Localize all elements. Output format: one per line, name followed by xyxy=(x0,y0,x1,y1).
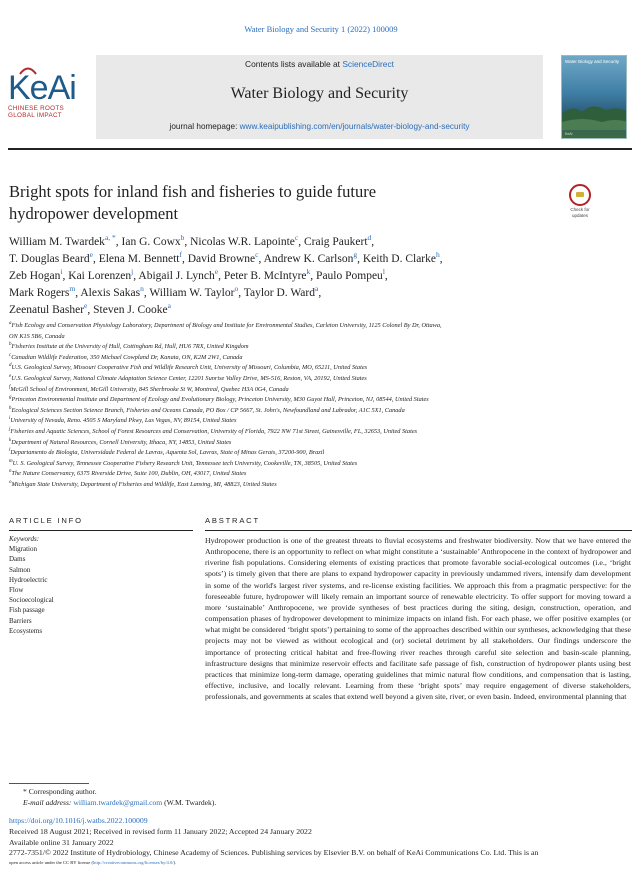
check-updates-icon xyxy=(569,184,591,206)
copyright-line: 2772-7351/© 2022 Institute of Hydrobiology, Chinese Academy of Sciences. Publishing services by Elsevier B.V. on behalf of KeAi Communications Co. Ltd. This is an xyxy=(9,848,539,858)
author-name[interactable]: Steven J. Cooke xyxy=(93,304,168,316)
logo-tagline-2: GLOBAL IMPACT xyxy=(8,112,62,119)
affiliation-marker: i xyxy=(9,416,11,422)
affiliation-line xyxy=(9,427,629,438)
affiliation-text: Ecological Sciences Section Science Branch, Fisheries and Oceans Canada, PO Box / CP 5667, St. John's, Newfoundland and Labrador, A1C 5X1, Canada xyxy=(11,406,405,414)
author-affiliation-marker[interactable]: c xyxy=(255,250,259,259)
affiliation-marker: d xyxy=(9,363,12,369)
author-name[interactable]: Nicolas W.R. Lapointe xyxy=(190,236,295,248)
author-name[interactable]: Zeb Hogan xyxy=(9,270,61,282)
author-name[interactable]: Abigail J. Lynch xyxy=(138,270,215,282)
affiliation-line xyxy=(9,469,629,480)
author-name[interactable]: Mark Rogers xyxy=(9,287,70,299)
affiliation-line xyxy=(9,385,629,396)
article-info-divider xyxy=(9,530,193,531)
available-online: Available online 31 January 2022 xyxy=(9,837,114,847)
keyword-item: Fish passage xyxy=(9,606,45,615)
affiliation-marker: m xyxy=(9,458,13,464)
affiliation-marker: a xyxy=(9,321,12,326)
author-affiliation-marker[interactable]: k xyxy=(306,267,311,276)
author-affiliation-marker[interactable]: j xyxy=(131,267,134,276)
author-affiliation-marker[interactable]: e xyxy=(89,250,93,259)
author-name[interactable]: Paulo Pompeu xyxy=(316,270,383,282)
affiliation-text: ON K1S 5B6, Canada xyxy=(9,332,65,340)
affiliation-line xyxy=(9,321,629,332)
author-name[interactable]: Craig Paukert xyxy=(303,236,368,248)
keai-logo xyxy=(8,71,94,131)
affiliation-marker: b xyxy=(9,342,12,348)
cover-title: Water Biology and Security xyxy=(565,59,620,64)
affiliation-line xyxy=(9,459,629,470)
affiliation-text: Michigan State University, Department of Fisheries and Wildlife, East Lansing, MI, 48823, United States xyxy=(11,480,277,488)
author-name[interactable]: Taylor D. Ward xyxy=(243,287,315,299)
affiliation-text: Canadian Wildlife Federation, 350 Michael Cowpland Dr, Kanata, ON, K2M 2W1, Canada xyxy=(11,353,243,361)
keyword-item: Socioecological xyxy=(9,596,54,605)
author-affiliation-marker[interactable]: f xyxy=(179,250,182,259)
affiliation-marker: g xyxy=(9,395,12,401)
author-name[interactable]: Elena M. Bennett xyxy=(98,253,180,265)
keyword-item: Flow xyxy=(9,586,24,595)
author-affiliation-marker[interactable]: n xyxy=(140,284,144,293)
affiliation-text: Fisheries and Aquatic Sciences, School of Forest Resources and Conservation, University of Florida, 7922 NW 71st Street, Gainesville, FL, 32653, United States xyxy=(10,427,418,435)
title-line-2: hydropower development xyxy=(9,204,179,223)
license-line xyxy=(9,859,634,867)
keyword-item: Hydroelectric xyxy=(9,575,48,584)
affiliation-list xyxy=(9,321,629,491)
homepage-link[interactable]: www.keaipublishing.com/en/journals/water-biology-and-security xyxy=(239,122,470,131)
keywords-label: Keywords: xyxy=(9,535,40,543)
affiliation-text: Fish Ecology and Conservation Physiology Laboratory, Department of Biology and Institute for Environmental Studies, Carleton University, 1125 Colonel By Dr, Ottawa, xyxy=(11,322,442,329)
badge-label-2: updates xyxy=(571,213,588,218)
affiliation-text: University of Nevada, Reno. 4505 S Maryland Pkwy, Las Vegas, NV, 89154, United States xyxy=(10,417,237,425)
author-affiliation-marker[interactable]: b xyxy=(180,233,185,242)
affiliation-line xyxy=(9,395,629,406)
affiliation-line xyxy=(9,332,629,343)
author-affiliation-marker[interactable]: o xyxy=(234,284,239,293)
journal-title: Water Biology and Security xyxy=(230,85,409,102)
author-name[interactable]: Alexis Sakas xyxy=(80,287,141,299)
homepage-line xyxy=(96,122,543,131)
check-for-updates-button[interactable] xyxy=(564,184,596,216)
affiliation-marker: k xyxy=(9,437,12,443)
journal-cover-thumbnail[interactable] xyxy=(561,55,627,139)
keywords-list xyxy=(9,534,54,636)
received-dates: Received 18 August 2021; Received in revised form 11 January 2022; Accepted 24 January 2022 xyxy=(9,826,312,836)
badge-label-1: Check for xyxy=(570,207,590,212)
affiliation-text: The Nature Conservancy, 6375 Riverside Drive, Suite 100, Dublin, OH, 43017, United States xyxy=(11,470,247,478)
affiliation-text: Fisheries Institute at the University of Hull, Cottingham Rd, Hull, HU6 7RX, United Kingdom xyxy=(11,343,249,351)
affiliation-line xyxy=(9,406,629,417)
author-name[interactable]: Zeenatul Basher xyxy=(9,304,85,316)
affiliation-marker: f xyxy=(9,384,11,390)
cover-landscape-image xyxy=(562,100,627,130)
author-name[interactable]: Ian G. Cowx xyxy=(121,236,181,248)
abstract-divider xyxy=(205,530,632,531)
sciencedirect-link[interactable]: ScienceDirect xyxy=(342,59,394,69)
email-label: E-mail address: xyxy=(23,797,74,807)
keyword-item: Dams xyxy=(9,555,26,564)
author-affiliation-marker[interactable]: a xyxy=(314,284,319,293)
header-divider xyxy=(8,148,632,150)
author-affiliation-marker[interactable]: c xyxy=(294,233,299,242)
article-info-heading: ARTICLE INFO xyxy=(9,516,83,525)
affiliation-marker: n xyxy=(9,469,12,475)
abstract-body: Hydropower production is one of the greatest threats to fluvial ecosystems and freshwater biodiversity. Now that we have entered the Anthropocene, there is an opportunity to reflect on what might constitute a ‘sustainable’ Anthropocene in the context of hydropower and riverine fish populations. Considering elements of existing practices that promote favorable social-ecological outcomes (i.e., ‘bright spots’) is timely given that there are plans to expand hydropower capacity in previously undammed rivers, intensify dam development in some of the world's largest river systems, and re-license existing facilities. We approach this from a pragmatic perspective: for the foreseeable future, hydropower will likely remain an important source of renewable electricity. To offer support for moving toward a more ‘sustainable’ Anthropocene, we provide syntheses of best practices during the siting, design, construction, operation, and compensation phases of hydropower development to minimize impacts on inland fish. For each phase, we offer positive examples (or what might be considered ‘bright spots’) pertaining to some of the approaches described within our syntheses, acknowledging that these projects may not be viewed as without ecological and (or) societal detriment by all stakeholders. Our findings underscore the importance of protecting critical habitat and free-flowing river reaches through careful site selection and basin-scale planning, infrastructure designs that minimize reservoir effects and facilitate safe passage of fish, construction of hydropower plants using best practices that minimize long-term damage, operating guidelines that mimic natural flow conditions, and compensation that is lasting, effective, inclusive, and locally relevant. Learning from these ‘bright spots’ may require engagement of diverse stakeholders, professionals, and governments at scales that extend well beyond a given site, river, or even basin. Indeed, environmental planning that xyxy=(205,536,631,702)
article-title xyxy=(9,181,529,225)
journal-reference-link[interactable]: Water Biology and Security 1 (2022) 100009 xyxy=(244,24,398,34)
affiliation-marker: c xyxy=(9,352,12,358)
license-link[interactable]: http://creativecommons.org/licenses/by/4.0/ xyxy=(93,860,174,866)
author-list: William M. Twardek$^{a, *}$, Ian G. Cowx$^b$, Nicolas W.R. Lapointe$^c$, Craig Paukert$^d$, T. Douglas Beard$^e$, Elena M. Bennett$^f$, David Browne$^c$, Andrew K. Carlson$^g$, Keith D. Clarke$^h$, Zeb Hogan$^i$, Kai Lorenzen$^j$, Abigail J. Lynch$^e$, Peter B. McIntyre$^k$, Paulo Pompeu$^l$, Mark Rogers$^m$, Alexis Sakas$^n$, William W. Taylor$^o$, Taylor D. Ward$^a$, Zeenatul Basher$^e$, Steven J. Cooke$^a$ xyxy=(9,233,443,316)
affiliation-text: U.S. Geological Survey, Missouri Cooperative Fish and Wildlife Research Unit, University of Missouri, Columbia, MO, 65211, United States xyxy=(11,364,368,372)
affiliation-line xyxy=(9,353,629,364)
author-affiliation-marker[interactable]: d xyxy=(367,233,372,242)
author-name[interactable]: William M. Twardek xyxy=(9,236,105,248)
affiliation-text: Departamento de Biologia, Universidade Federal de Lavras, Aquenta Sol, Lavras, State of Minas Gerais, 37200-900, Brazil xyxy=(10,449,325,457)
footnote xyxy=(9,787,629,808)
license-suffix: ). xyxy=(173,860,177,866)
homepage-prefix: journal homepage: xyxy=(169,122,240,131)
author-name[interactable]: Peter B. McIntyre xyxy=(223,270,307,282)
abstract-heading: ABSTRACT xyxy=(205,516,260,525)
author-affiliation-marker[interactable]: i xyxy=(60,267,63,276)
author-name[interactable]: T. Douglas Beard xyxy=(9,253,90,265)
author-affiliation-marker[interactable]: a xyxy=(167,301,171,310)
journal-header xyxy=(8,55,632,139)
email-line xyxy=(9,798,629,809)
logo-tagline-1: CHINESE ROOTS xyxy=(8,105,65,112)
author-name[interactable]: Kai Lorenzen xyxy=(68,270,132,282)
affiliation-text: Princeton Environmental Institute and Department of Ecology and Evolutionary Biology, Princeton University, M30 Guyot Hall, Princeton, NJ, 08544, United States xyxy=(11,396,429,404)
author-affiliation-marker[interactable]: e xyxy=(214,267,219,276)
corresponding-author-note: * Corresponding author. xyxy=(23,787,97,796)
publication-info xyxy=(9,816,634,867)
title-line-1: Bright spots for inland fish and fisheries to guide future xyxy=(9,182,377,201)
license-prefix: open access article under the CC BY license ( xyxy=(9,860,94,866)
affiliation-line xyxy=(9,448,629,459)
keyword-item: Salmon xyxy=(9,565,31,574)
keyword-item: Barriers xyxy=(9,616,32,625)
author-name[interactable]: Andrew K. Carlson xyxy=(263,253,354,265)
contents-prefix: Contents lists available at xyxy=(245,59,343,69)
author-affiliation-marker[interactable]: g xyxy=(353,250,358,259)
email-suffix: (W.M. Twardek). xyxy=(162,797,217,807)
affiliation-line xyxy=(9,480,629,491)
affiliation-marker: o xyxy=(9,479,12,485)
doi-link[interactable]: https://doi.org/10.1016/j.watbs.2022.100009 xyxy=(9,816,148,825)
author-name[interactable]: William W. Taylor xyxy=(149,287,235,299)
affiliation-line xyxy=(9,342,629,353)
affiliation-marker: l xyxy=(9,448,11,454)
affiliation-marker: e xyxy=(9,373,12,379)
keyword-item: Migration xyxy=(9,545,37,554)
author-affiliation-marker[interactable]: e xyxy=(84,301,88,310)
contents-line xyxy=(96,59,543,69)
author-affiliation-marker[interactable]: l xyxy=(382,267,385,276)
affiliation-text: U. S. Geological Survey, Tennessee Cooperative Fishery Research Unit, Tennessee tech University, Cookeville, TN, 38505, United States xyxy=(12,459,358,467)
logo-wordmark: KeAi xyxy=(8,69,76,107)
affiliation-marker: h xyxy=(9,405,12,411)
author-name[interactable]: David Browne xyxy=(187,253,256,265)
author-affiliation-marker[interactable]: m xyxy=(69,284,76,293)
affiliation-line xyxy=(9,363,629,374)
affiliation-text: Department of Natural Resources, Cornell University, Ithaca, NY, 14853, United States xyxy=(11,438,232,446)
affiliation-text: McGill School of Environment, McGill University, 845 Sherbrooke St W, Montreal, Quebec H3A 0G4, Canada xyxy=(10,385,289,393)
author-name[interactable]: Keith D. Clarke xyxy=(362,253,436,265)
author-affiliation-marker[interactable]: h xyxy=(436,250,440,259)
journal-reference[interactable] xyxy=(0,24,642,34)
footnote-divider xyxy=(9,783,89,784)
journal-banner xyxy=(96,55,543,139)
affiliation-line xyxy=(9,374,629,385)
affiliation-text: U.S. Geological Survey, National Climate Adaptation Science Center, 12201 Sunrise Valley Drive, MS-516, Reston, VA, 20192, United States xyxy=(11,374,367,382)
affiliation-marker: j xyxy=(9,426,11,432)
author-affiliation-marker[interactable]: a, * xyxy=(104,233,116,242)
keyword-item: Ecosystems xyxy=(9,626,43,635)
email-link[interactable]: william.twardek@gmail.com xyxy=(73,797,163,807)
logo-accent-icon xyxy=(19,65,37,75)
cover-footer: KeAi xyxy=(565,132,573,136)
affiliation-line xyxy=(9,416,629,427)
affiliation-line xyxy=(9,438,629,449)
